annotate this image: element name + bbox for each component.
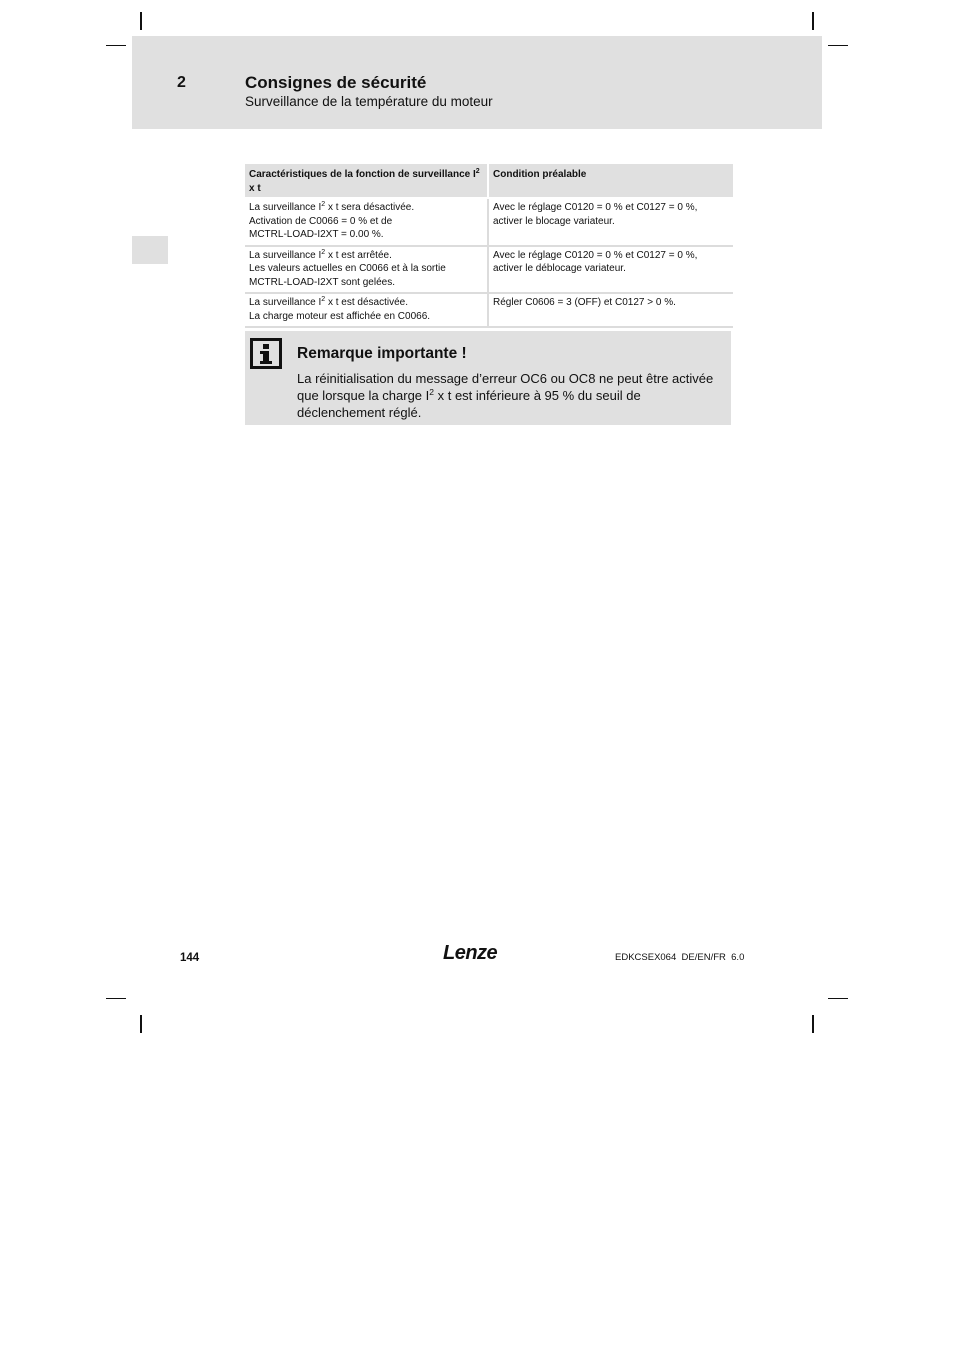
- chapter-title: Consignes de sécurité: [245, 73, 427, 92]
- note-text: La réinitialisation du message d’erreur OC6 ou OC8 ne peut être activée que lorsque la charge $I^2$ x t est inférieure à 95 % du seuil de déclenchement réglé.: [297, 371, 714, 420]
- condition-table: [245, 164, 733, 328]
- crop-mark: [106, 45, 126, 46]
- section-title: Surveillance de la température du moteur: [245, 94, 493, 109]
- table-row: [245, 246, 733, 294]
- table-row: [245, 198, 733, 246]
- crop-mark: [140, 1015, 142, 1033]
- page-number: 144: [180, 952, 200, 964]
- side-tab-marker: [132, 236, 168, 264]
- table-cell: La surveillance $I^2$ x t est arrêtée. Les valeurs actuelles en C0066 et à la sortie MCTRL-LOAD-I2XT sont gelées.: [245, 246, 488, 294]
- crop-mark: [812, 12, 814, 30]
- chapter-number: 2: [177, 74, 186, 91]
- lenze-logo: Lenze: [443, 942, 498, 964]
- column-header-characteristics: Caractéristiques de la fonction de surveillance $I^2$ x t: [245, 164, 488, 198]
- important-note-box: [245, 331, 731, 425]
- header-band: [132, 36, 822, 129]
- info-icon: [250, 338, 282, 369]
- table-row: [245, 293, 733, 327]
- crop-mark: [812, 1015, 814, 1033]
- table-cell: La surveillance $I^2$ x t sera désactivée. Activation de C0066 = 0 % et de MCTRL-LOAD-I2XT = 0.00 %.: [245, 198, 488, 246]
- crop-mark: [140, 12, 142, 30]
- table-cell: Avec le réglage C0120 = 0 % et C0127 = 0 %, activer le déblocage variateur.: [488, 246, 733, 294]
- note-title: Remarque importante !: [297, 345, 467, 362]
- table-cell: Avec le réglage C0120 = 0 % et C0127 = 0 %, activer le blocage variateur.: [488, 198, 733, 246]
- column-header-precondition: Condition préalable: [488, 164, 733, 198]
- crop-mark: [828, 998, 848, 999]
- table-cell: La surveillance $I^2$ x t est désactivée. La charge moteur est affichée en C0066.: [245, 293, 488, 327]
- table-header-row: [245, 164, 733, 198]
- crop-mark: [828, 45, 848, 46]
- document-code: EDKCSEX064 DE/EN/FR 6.0: [615, 952, 745, 963]
- table-cell: Régler C0606 = 3 (OFF) et C0127 > 0 %.: [488, 293, 733, 327]
- crop-mark: [106, 998, 126, 999]
